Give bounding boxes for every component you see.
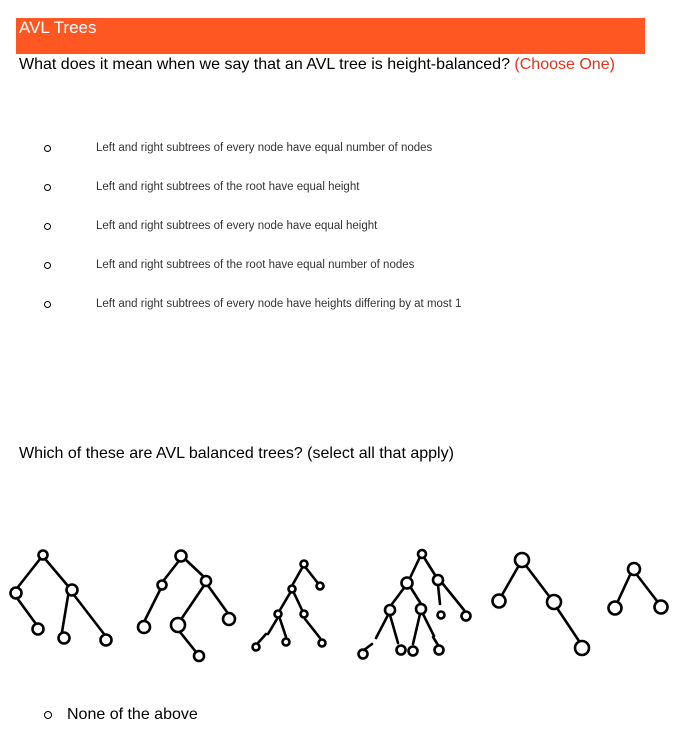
radio-circle-icon[interactable] [44, 223, 51, 230]
radio-circle-icon[interactable] [44, 184, 51, 191]
option-4[interactable] [0, 257, 600, 277]
option-2[interactable] [0, 179, 600, 199]
option-3[interactable] [0, 218, 600, 238]
none-of-the-above-option[interactable] [0, 704, 300, 726]
header-bar [16, 18, 645, 54]
option-3-label: Left and right subtrees of every node have equal height [96, 220, 378, 232]
option-2-label: Left and right subtrees of the root have equal height [96, 181, 360, 193]
radio-circle-icon[interactable] [44, 711, 52, 719]
tree-6[interactable] [609, 563, 668, 615]
option-4-label: Left and right subtrees of the root have equal number of nodes [96, 259, 415, 271]
none-of-the-above-label: None of the above [67, 706, 198, 723]
question-1-text [19, 55, 615, 75]
option-1[interactable] [0, 140, 600, 160]
tree-1[interactable] [11, 551, 112, 646]
tree-diagrams [0, 540, 696, 670]
option-5[interactable] [0, 296, 600, 316]
radio-circle-icon[interactable] [44, 145, 51, 152]
question-1-prompt: What does it mean when we say that an AVL tree is height-balanced? [19, 56, 510, 73]
radio-circle-icon[interactable] [44, 301, 51, 308]
tree-3[interactable] [253, 561, 326, 651]
option-5-label: Left and right subtrees of every node have heights differing by at most 1 [96, 298, 462, 310]
question-2-text: Which of these are AVL balanced trees? (select all that apply) [19, 445, 454, 462]
question-1-hint: (Choose One) [514, 56, 615, 73]
option-1-label: Left and right subtrees of every node have equal number of nodes [96, 142, 433, 154]
tree-2[interactable] [138, 551, 235, 662]
header-title: AVL Trees [19, 18, 97, 37]
radio-circle-icon[interactable] [44, 262, 51, 269]
tree-4[interactable] [359, 550, 471, 659]
tree-5[interactable] [493, 553, 590, 655]
